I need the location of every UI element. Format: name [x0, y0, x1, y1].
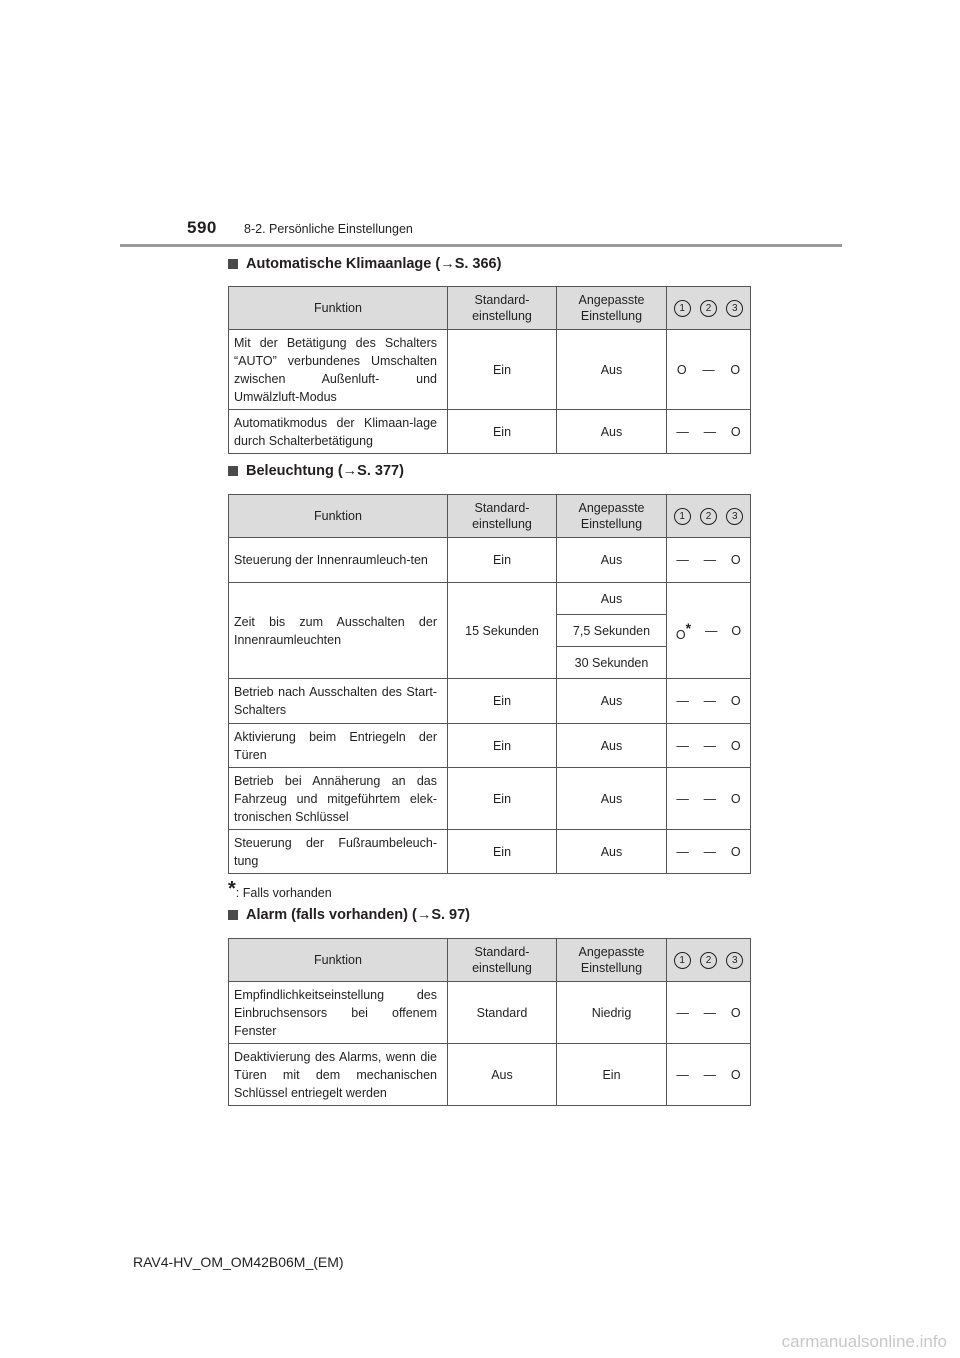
- header-angepasst: Angepasste Einstellung: [557, 495, 667, 538]
- circled-number-3: 3: [726, 508, 743, 525]
- table-row: [229, 410, 751, 454]
- bullet-square-icon: [228, 466, 238, 476]
- section-heading-klimaanlage: [228, 256, 501, 272]
- table-alarm: [228, 938, 751, 1106]
- cell-funktion: Betrieb bei Annäherung an das Fahrzeug und mitgeführtem elek-tronischen Schlüssel: [229, 768, 448, 830]
- cell-standard: Aus: [448, 1044, 557, 1106]
- cell-funktion: Zeit bis zum Ausschalten der Innenraumleuchten: [229, 583, 448, 679]
- cell-angepasst-option: 30 Sekunden: [557, 647, 667, 679]
- header-standard: Standard- einstellung: [448, 287, 557, 330]
- cell-angepasst: Aus: [557, 410, 667, 454]
- section-heading-alarm: [228, 907, 470, 923]
- cell-funktion: Betrieb nach Ausschalten des Start-Schalters: [229, 679, 448, 724]
- cell-standard: Standard: [448, 982, 557, 1044]
- cell-settings: — — O: [667, 679, 751, 724]
- header-funktion: Funktion: [229, 287, 448, 330]
- cell-settings: — — O: [667, 724, 751, 768]
- cell-settings: — — O: [667, 830, 751, 874]
- cell-funktion: Empfindlichkeitseinstellung des Einbruchsensors bei offenem Fenster: [229, 982, 448, 1044]
- cell-standard: Ein: [448, 768, 557, 830]
- cell-funktion: Automatikmodus der Klimaan-lage durch Schalterbetätigung: [229, 410, 448, 454]
- cell-standard: Ein: [448, 724, 557, 768]
- table-klimaanlage: [228, 286, 751, 454]
- cell-angepasst: Aus: [557, 679, 667, 724]
- cell-standard: Ein: [448, 538, 557, 583]
- bullet-square-icon: [228, 910, 238, 920]
- document-code: RAV4-HV_OM_OM42B06M_(EM): [133, 1254, 344, 1270]
- cell-settings: — — O: [667, 1044, 751, 1106]
- circled-number-2: 2: [700, 952, 717, 969]
- section-page-ref: S. 377): [357, 463, 404, 479]
- circled-number-1: 1: [674, 300, 691, 317]
- watermark: carmanualsonline.info: [781, 1332, 947, 1351]
- cell-standard: 15 Sekunden: [448, 583, 557, 679]
- arrow-right-icon: →: [342, 463, 358, 479]
- cell-settings: — — O: [667, 410, 751, 454]
- circled-number-1: 1: [674, 952, 691, 969]
- cell-angepasst: Aus: [557, 830, 667, 874]
- cell-settings: O — O: [667, 330, 751, 410]
- section-title: Beleuchtung (: [246, 463, 343, 479]
- circled-number-1: 1: [674, 508, 691, 525]
- header-funktion: Funktion: [229, 495, 448, 538]
- table-row: [229, 538, 751, 583]
- header-divider: [120, 244, 842, 247]
- cell-standard: Ein: [448, 679, 557, 724]
- cell-standard: Ein: [448, 330, 557, 410]
- header-settings-circles: [667, 939, 751, 982]
- section-page-ref: S. 366): [454, 256, 502, 272]
- table-row: [229, 1044, 751, 1106]
- cell-funktion: Deaktivierung des Alarms, wenn die Türen mit dem mechanischen Schlüssel entriegelt werden: [229, 1044, 448, 1106]
- arrow-right-icon: →: [416, 907, 432, 923]
- arrow-right-icon: →: [440, 256, 455, 272]
- cell-funktion: Aktivierung beim Entriegeln der Türen: [229, 724, 448, 768]
- header-settings-circles: [667, 287, 751, 330]
- table-header-row: [229, 495, 751, 538]
- cell-settings: — — O: [667, 982, 751, 1044]
- table-row: [229, 724, 751, 768]
- cell-funktion: Steuerung der Fußraumbeleuch-tung: [229, 830, 448, 874]
- cell-angepasst: Aus: [557, 724, 667, 768]
- footnote-asterisk: *: [228, 878, 236, 900]
- cell-angepasst: Aus: [557, 768, 667, 830]
- table-row: [229, 330, 751, 410]
- cell-angepasst-option: Aus: [557, 583, 667, 615]
- cell-angepasst-option: 7,5 Sekunden: [557, 615, 667, 647]
- circled-number-2: 2: [700, 300, 717, 317]
- table-row: [229, 982, 751, 1044]
- table-beleuchtung: [228, 494, 751, 874]
- chapter-title: 8-2. Persönliche Einstellungen: [244, 222, 413, 236]
- table-row: [229, 768, 751, 830]
- header-settings-circles: [667, 495, 751, 538]
- section-page-ref: S. 97): [431, 907, 470, 923]
- cell-angepasst: Aus: [557, 538, 667, 583]
- footnote: [228, 878, 332, 901]
- cell-settings: O* — O: [667, 583, 751, 679]
- section-title: Automatische Klimaanlage (: [246, 256, 441, 272]
- circled-number-3: 3: [726, 952, 743, 969]
- cell-angepasst: Niedrig: [557, 982, 667, 1044]
- cell-angepasst: Ein: [557, 1044, 667, 1106]
- cell-funktion: Steuerung der Innenraumleuch-ten: [229, 538, 448, 583]
- cell-standard: Ein: [448, 830, 557, 874]
- table-row: [229, 583, 751, 615]
- header-standard: Standard- einstellung: [448, 495, 557, 538]
- cell-funktion: Mit der Betätigung des Schalters “AUTO” verbundenes Umschalten zwischen Außenluft- und Umwälzluft-Modus: [229, 330, 448, 410]
- footnote-asterisk: *: [685, 619, 692, 636]
- cell-settings: — — O: [667, 538, 751, 583]
- section-heading-beleuchtung: [228, 463, 404, 479]
- section-title: Alarm (falls vorhanden) (: [246, 907, 417, 923]
- header-angepasst: Angepasste Einstellung: [557, 287, 667, 330]
- bullet-square-icon: [228, 259, 238, 269]
- cell-angepasst: Aus: [557, 330, 667, 410]
- circled-number-3: 3: [726, 300, 743, 317]
- footnote-text: : Falls vorhanden: [235, 886, 332, 900]
- header-angepasst: Angepasste Einstellung: [557, 939, 667, 982]
- page-number: 590: [187, 218, 217, 237]
- cell-settings: — — O: [667, 768, 751, 830]
- table-row: [229, 830, 751, 874]
- table-row: [229, 679, 751, 724]
- header-funktion: Funktion: [229, 939, 448, 982]
- cell-standard: Ein: [448, 410, 557, 454]
- circled-number-2: 2: [700, 508, 717, 525]
- table-header-row: [229, 939, 751, 982]
- table-header-row: [229, 287, 751, 330]
- header-standard: Standard- einstellung: [448, 939, 557, 982]
